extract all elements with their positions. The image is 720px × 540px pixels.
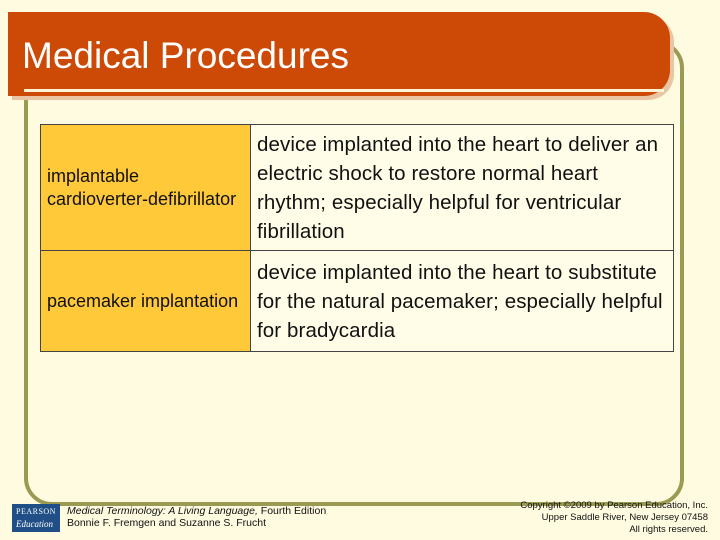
address-line: Upper Saddle River, New Jersey 07458 (541, 512, 708, 523)
copyright-line: Copyright ©2009 by Pearson Education, Inc. (520, 500, 708, 511)
definition-cell: device implanted into the heart to substitute for the natural pacemaker; especially helpful for bradycardia (251, 251, 674, 352)
pearson-logo (12, 504, 60, 532)
definition-cell: device implanted into the heart to deliver an electric shock to restore normal heart rhythm; especially helpful for ventricular fibrillation (251, 125, 674, 251)
book-title: Medical Terminology: A Living Language, (67, 505, 258, 517)
book-edition: Fourth Edition (257, 505, 327, 517)
logo-text-bottom: Education (16, 519, 53, 529)
slide-title: Medical Procedures (22, 35, 349, 76)
book-authors: Bonnie F. Fremgen and Suzanne S. Frucht (67, 517, 267, 529)
footer-copyright (520, 500, 708, 536)
table-row (41, 251, 674, 352)
footer-citation (67, 505, 326, 529)
table-row (41, 125, 674, 251)
terms-table (40, 124, 674, 352)
title-underline (24, 89, 664, 92)
logo-text-top: PEARSON (16, 507, 56, 516)
rights-line: All rights reserved. (629, 524, 708, 535)
term-cell: implantable cardioverter-defibrillator (41, 125, 251, 251)
term-cell: pacemaker implantation (41, 251, 251, 352)
